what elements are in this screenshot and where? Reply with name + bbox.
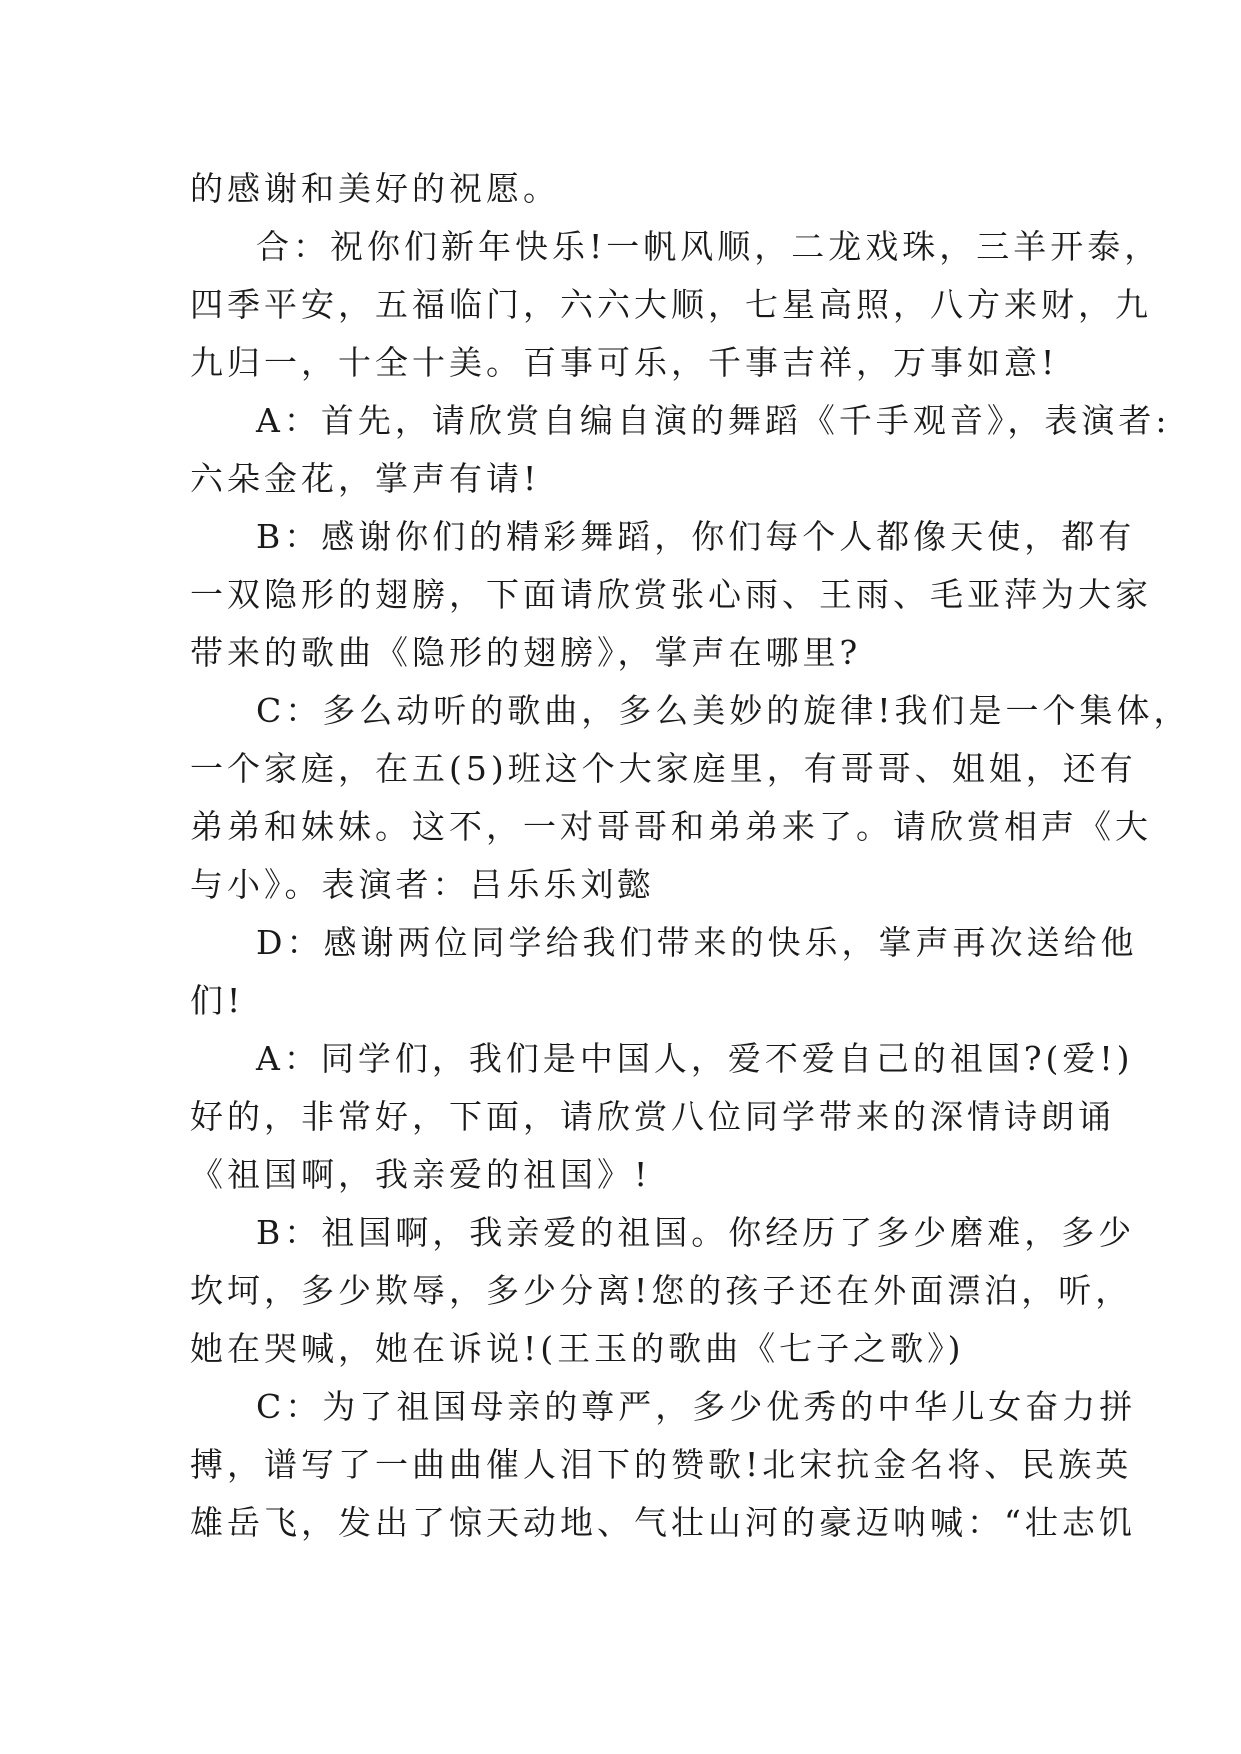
text-line: 好的，非常好，下面，请欣赏八位同学带来的深情诗朗诵 — [190, 1097, 1115, 1136]
text-line: 坎坷，多少欺辱，多少分离!您的孩子还在外面漂泊，听， — [190, 1271, 1133, 1310]
text-line: 带来的歌曲《隐形的翅膀》，掌声在哪里? — [190, 633, 862, 672]
text-line: 弟弟和妹妹。这不，一对哥哥和弟弟来了。请欣赏相声《大 — [190, 807, 1152, 846]
text-line: B：祖国啊，我亲爱的祖国。你经历了多少磨难，多少 — [256, 1213, 1136, 1252]
text-line: 四季平安，五福临门，六六大顺，七星高照，八方来财，九 — [190, 285, 1152, 324]
text-line: 合：祝你们新年快乐!一帆风顺，二龙戏珠，三羊开泰， — [256, 227, 1162, 266]
text-line: 九归一，十全十美。百事可乐，千事吉祥，万事如意! — [190, 343, 1059, 382]
text-line: B：感谢你们的精彩舞蹈，你们每个人都像天使，都有 — [256, 517, 1136, 556]
text-line: 与小》。表演者：吕乐乐刘懿 — [190, 865, 655, 904]
text-line: 《祖国啊，我亲爱的祖国》! — [190, 1155, 652, 1194]
text-line: 雄岳飞，发出了惊天动地、气壮山河的豪迈呐喊：“壮志饥 — [190, 1503, 1136, 1542]
text-line: D：感谢两位同学给我们带来的快乐，掌声再次送给他 — [256, 923, 1138, 962]
document-body — [190, 160, 1191, 1552]
text-line: C：多么动听的歌曲，多么美妙的旋律!我们是一个集体， — [256, 691, 1191, 730]
text-line: 六朵金花，掌声有请! — [190, 459, 541, 498]
text-line: 她在哭喊，她在诉说!(王玉的歌曲《七子之歌》) — [190, 1329, 965, 1368]
text-line: 一双隐形的翅膀，下面请欣赏张心雨、王雨、毛亚萍为大家 — [190, 575, 1152, 614]
text-line: 们! — [190, 981, 245, 1020]
text-line: 一个家庭，在五(5)班这个大家庭里，有哥哥、姐姐，还有 — [190, 749, 1137, 788]
text-line: A：同学们，我们是中国人，爱不爱自己的祖国?(爱!) — [256, 1039, 1134, 1078]
text-line: 搏，谱写了一曲曲催人泪下的赞歌!北宋抗金名将、民族英 — [190, 1445, 1133, 1484]
text-line: A：首先，请欣赏自编自演的舞蹈《千手观音》，表演者: — [256, 401, 1171, 440]
text-line: 的感谢和美好的祝愿。 — [190, 169, 560, 208]
text-line: C：为了祖国母亲的尊严，多少优秀的中华儿女奋力拼 — [256, 1387, 1137, 1426]
